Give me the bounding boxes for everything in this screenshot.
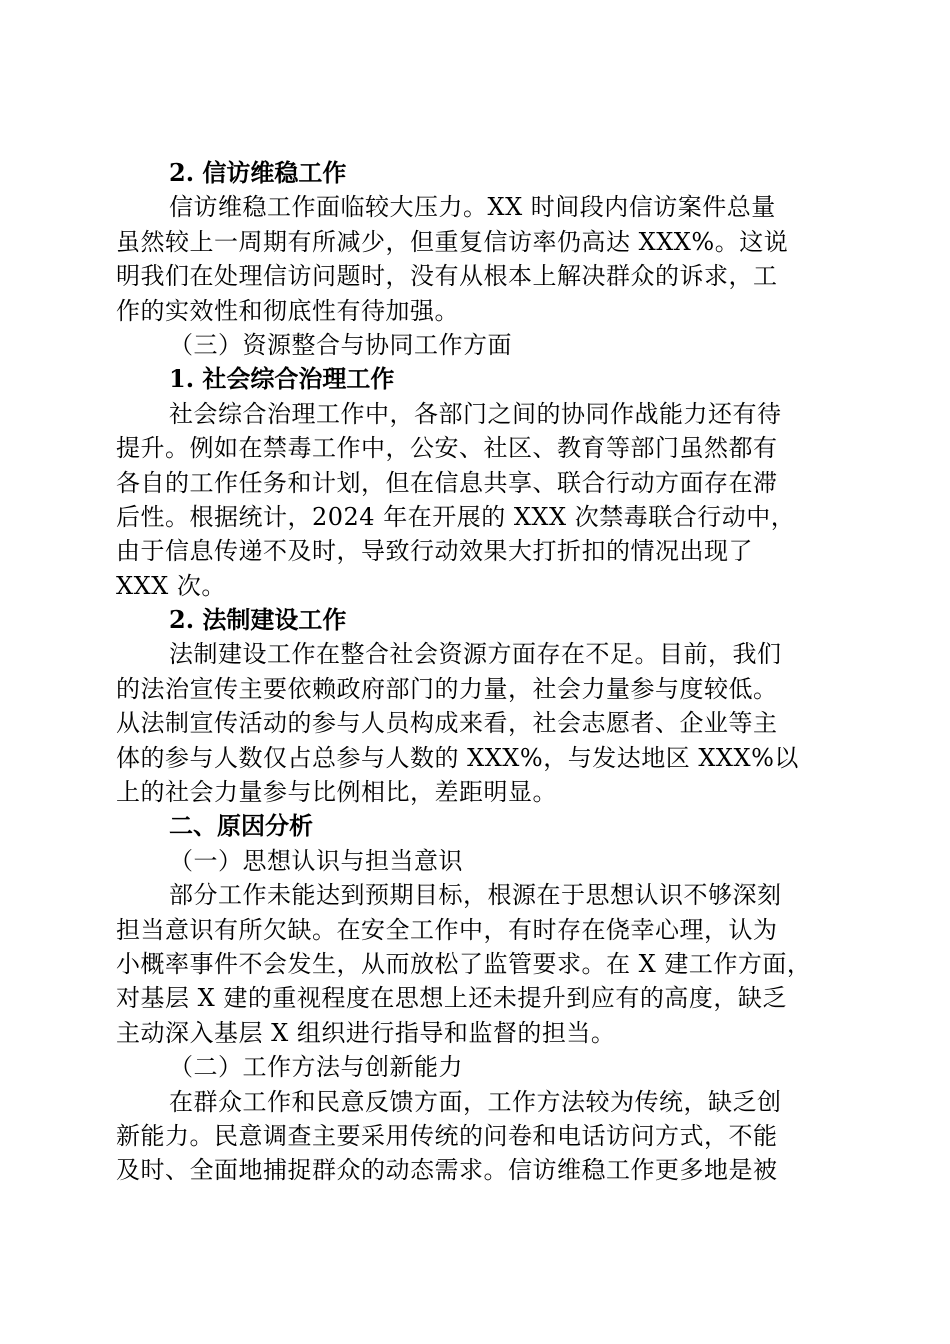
subsection-heading: （一）思想认识与担当意识: [169, 846, 463, 875]
paragraph-line: 从法制宣传活动的参与人员构成来看，社会志愿者、企业等主: [116, 709, 778, 738]
section-heading: 2. 信访维稳工作: [169, 158, 347, 187]
chapter-heading: 二、原因分析: [169, 811, 313, 841]
subsection-heading: （二）工作方法与创新能力: [169, 1053, 463, 1082]
paragraph-line: XXX 次。: [116, 571, 226, 600]
paragraph-line: 对基层 X 建的重视程度在思想上还未提升到应有的高度，缺乏: [116, 984, 787, 1013]
paragraph-line: 体的参与人数仅占总参与人数的 XXX%，与发达地区 XXX%以: [116, 743, 799, 772]
paragraph-line: 法制建设工作在整合社会资源方面存在不足。目前，我们: [169, 640, 782, 669]
paragraph-line: 提升。例如在禁毒工作中，公安、社区、教育等部门虽然都有: [116, 434, 778, 463]
section-heading: 1. 社会综合治理工作: [169, 364, 395, 394]
document-body: [116, 156, 826, 1188]
paragraph-line: 主动深入基层 X 组织进行指导和监督的担当。: [116, 1018, 616, 1047]
section-heading: 2. 法制建设工作: [169, 605, 347, 635]
paragraph-line: 各自的工作任务和计划，但在信息共享、联合行动方面存在滞: [116, 468, 778, 497]
paragraph-line: 后性。根据统计，2024 年在开展的 XXX 次禁毒联合行动中，: [116, 502, 796, 531]
paragraph-line: 作的实效性和彻底性有待加强。: [116, 296, 459, 325]
paragraph-line: 上的社会力量参与比例相比，差距明显。: [116, 778, 557, 807]
paragraph-line: 的法治宣传主要依赖政府部门的力量，社会力量参与度较低。: [116, 674, 778, 703]
paragraph-line: 信访维稳工作面临较大压力。XX 时间段内信访案件总量: [169, 193, 776, 222]
paragraph-line: 虽然较上一周期有所减少，但重复信访率仍高达 XXX%。这说: [116, 227, 789, 256]
paragraph-line: 社会综合治理工作中，各部门之间的协同作战能力还有待: [169, 399, 782, 428]
paragraph-line: 部分工作未能达到预期目标，根源在于思想认识不够深刻: [169, 881, 782, 910]
subsection-heading: （三）资源整合与协同工作方面: [169, 330, 512, 359]
paragraph-line: 由于信息传递不及时，导致行动效果大打折扣的情况出现了: [116, 537, 753, 566]
paragraph-line: 小概率事件不会发生，从而放松了监管要求。在 X 建工作方面，: [116, 949, 812, 978]
paragraph-line: 明我们在处理信访问题时，没有从根本上解决群众的诉求，工: [116, 262, 778, 291]
paragraph-line: 担当意识有所欠缺。在安全工作中，有时存在侥幸心理，认为: [116, 915, 778, 944]
paragraph-line: 新能力。民意调查主要采用传统的问卷和电话访问方式，不能: [116, 1121, 778, 1150]
paragraph-line: 及时、全面地捕捉群众的动态需求。信访维稳工作更多地是被: [116, 1156, 778, 1185]
paragraph-line: 在群众工作和民意反馈方面，工作方法较为传统，缺乏创: [169, 1087, 782, 1116]
